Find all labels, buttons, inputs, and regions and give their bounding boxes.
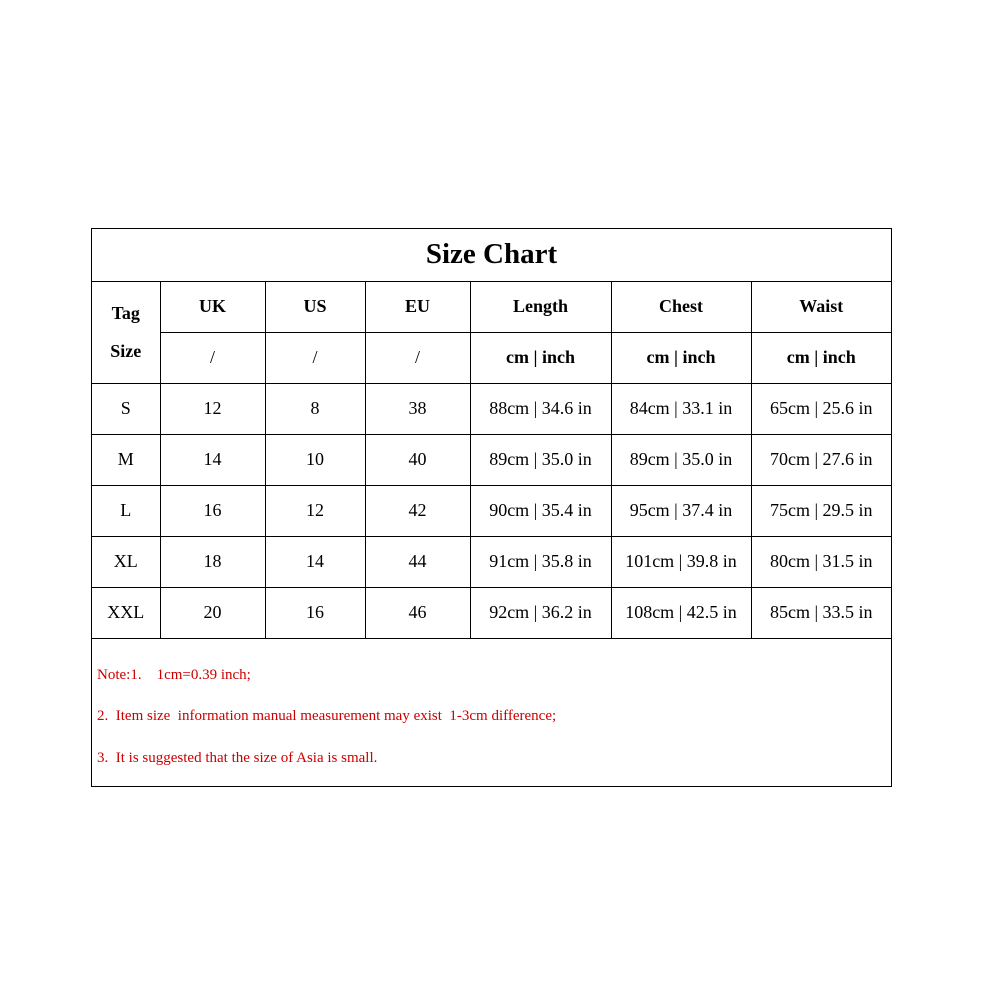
cell-us: 16 [265, 587, 365, 638]
cell-waist: 65cm | 25.6 in [751, 383, 891, 434]
table-row [92, 383, 891, 434]
cell-chest: 95cm | 37.4 in [611, 485, 751, 536]
cell-uk: 14 [160, 434, 265, 485]
table-row [92, 485, 891, 536]
unit-us: / [265, 332, 365, 383]
cell-us: 8 [265, 383, 365, 434]
cell-eu: 42 [365, 485, 470, 536]
cell-size: L [92, 485, 160, 536]
cell-eu: 38 [365, 383, 470, 434]
cell-waist: 70cm | 27.6 in [751, 434, 891, 485]
header-length: Length [470, 281, 611, 332]
size-chart [91, 228, 892, 787]
cell-us: 12 [265, 485, 365, 536]
cell-chest: 108cm | 42.5 in [611, 587, 751, 638]
unit-eu: / [365, 332, 470, 383]
cell-size: XXL [92, 587, 160, 638]
size-table [92, 229, 891, 639]
cell-length: 92cm | 36.2 in [470, 587, 611, 638]
header-waist: Waist [751, 281, 891, 332]
cell-waist: 80cm | 31.5 in [751, 536, 891, 587]
header-eu: EU [365, 281, 470, 332]
header-row [92, 281, 891, 332]
cell-uk: 18 [160, 536, 265, 587]
cell-size: XL [92, 536, 160, 587]
size-label: Size [110, 341, 142, 361]
cell-uk: 12 [160, 383, 265, 434]
unit-length: cm | inch [470, 332, 611, 383]
cell-uk: 20 [160, 587, 265, 638]
unit-chest: cm | inch [611, 332, 751, 383]
unit-uk: / [160, 332, 265, 383]
cell-us: 10 [265, 434, 365, 485]
cell-uk: 16 [160, 485, 265, 536]
table-row [92, 587, 891, 638]
header-us: US [265, 281, 365, 332]
cell-eu: 44 [365, 536, 470, 587]
cell-chest: 101cm | 39.8 in [611, 536, 751, 587]
cell-size: S [92, 383, 160, 434]
page-title: Size Chart [92, 229, 891, 281]
cell-eu: 40 [365, 434, 470, 485]
cell-waist: 75cm | 29.5 in [751, 485, 891, 536]
cell-length: 88cm | 34.6 in [470, 383, 611, 434]
unit-waist: cm | inch [751, 332, 891, 383]
note-line: Note:1. 1cm=0.39 inch; [97, 667, 251, 683]
note-line: 2. Item size information manual measurement may exist 1-3cm difference; [97, 708, 557, 724]
cell-size: M [92, 434, 160, 485]
cell-length: 90cm | 35.4 in [470, 485, 611, 536]
tag-label: Tag [111, 303, 140, 323]
cell-length: 89cm | 35.0 in [470, 434, 611, 485]
cell-chest: 89cm | 35.0 in [611, 434, 751, 485]
cell-waist: 85cm | 33.5 in [751, 587, 891, 638]
tag-size-header [92, 281, 160, 383]
header-uk: UK [160, 281, 265, 332]
table-row [92, 536, 891, 587]
note-line: 3. It is suggested that the size of Asia is small. [97, 750, 378, 766]
header-chest: Chest [611, 281, 751, 332]
cell-eu: 46 [365, 587, 470, 638]
title-row [92, 229, 891, 281]
unit-row [92, 332, 891, 383]
table-row [92, 434, 891, 485]
cell-length: 91cm | 35.8 in [470, 536, 611, 587]
notes-section [92, 645, 891, 786]
cell-chest: 84cm | 33.1 in [611, 383, 751, 434]
cell-us: 14 [265, 536, 365, 587]
